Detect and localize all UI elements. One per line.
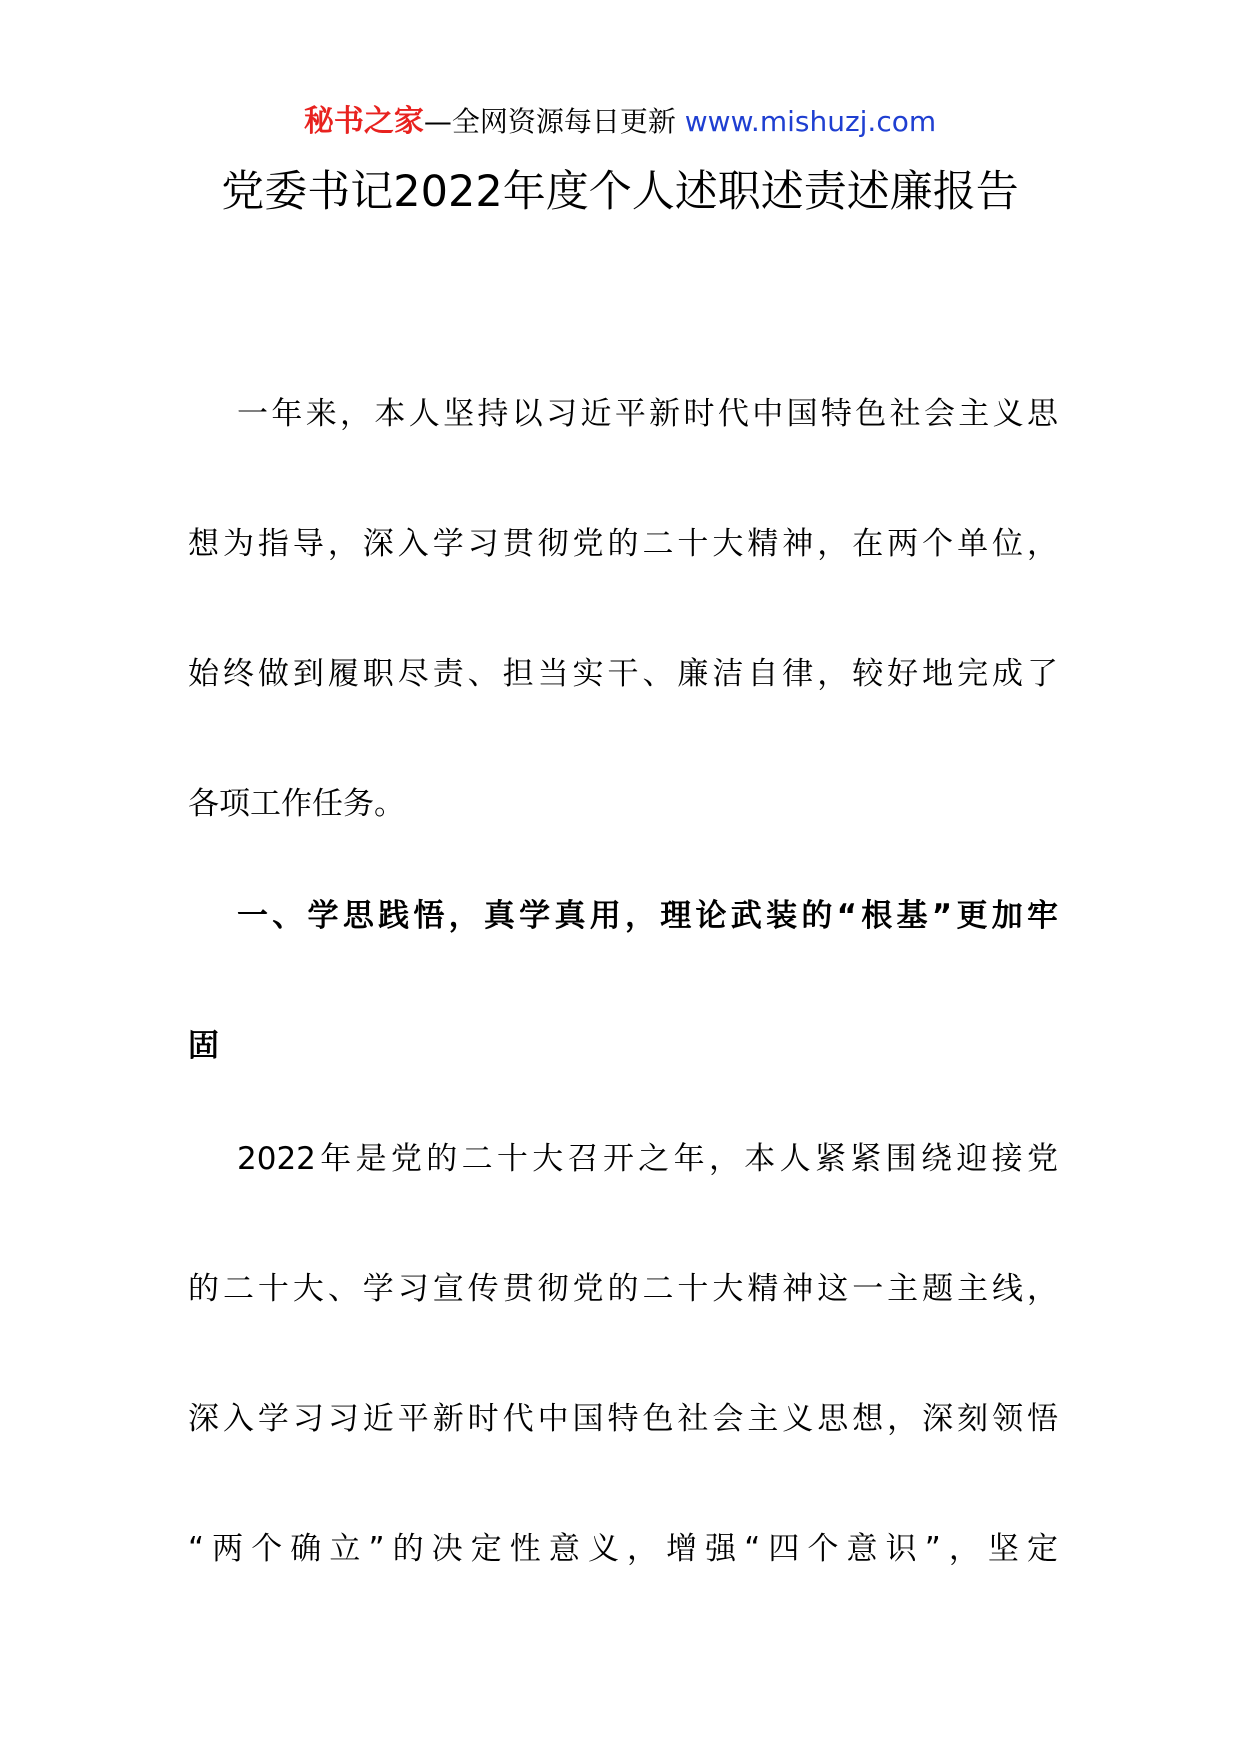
paragraph-line: 一年来，本人坚持以习近平新时代中国特色社会主义思 [237,396,1058,432]
intro-paragraph [188,389,1058,909]
brand-name: 秘书之家 [303,104,424,139]
paragraph-line: 想为指导，深入学习贯彻党的二十大精神，在两个单位， [188,526,1058,562]
paragraph-line: “两个确立”的决定性意义，增强“四个意识”，坚定 [188,1531,1058,1567]
paragraph-line: 深入学习习近平新时代中国特色社会主义思想，深刻领悟 [188,1401,1058,1437]
paragraph-line: 各项工作任务。 [188,786,405,822]
section-1-paragraph [188,1134,1058,1654]
paragraph-line: 始终做到履职尽责、担当实干、廉洁自律，较好地完成了 [188,656,1058,692]
section-1-heading [188,891,1058,1151]
header-tagline: —全网资源每日更新 [423,105,685,138]
heading-line: 一、学思践悟，真学真用，理论武装的“根基”更加牢 [237,898,1058,934]
paragraph-line: 2022年是党的二十大召开之年，本人紧紧围绕迎接党 [237,1141,1058,1177]
site-url-link[interactable]: www.mishuzj.com [684,105,937,138]
header-banner [0,102,1240,142]
document-title: 党委书记2022年度个人述职述责述廉报告 [221,167,1019,217]
paragraph-line: 的二十大、学习宣传贯彻党的二十大精神这一主题主线， [188,1271,1058,1307]
heading-line: 固 [188,1028,219,1064]
